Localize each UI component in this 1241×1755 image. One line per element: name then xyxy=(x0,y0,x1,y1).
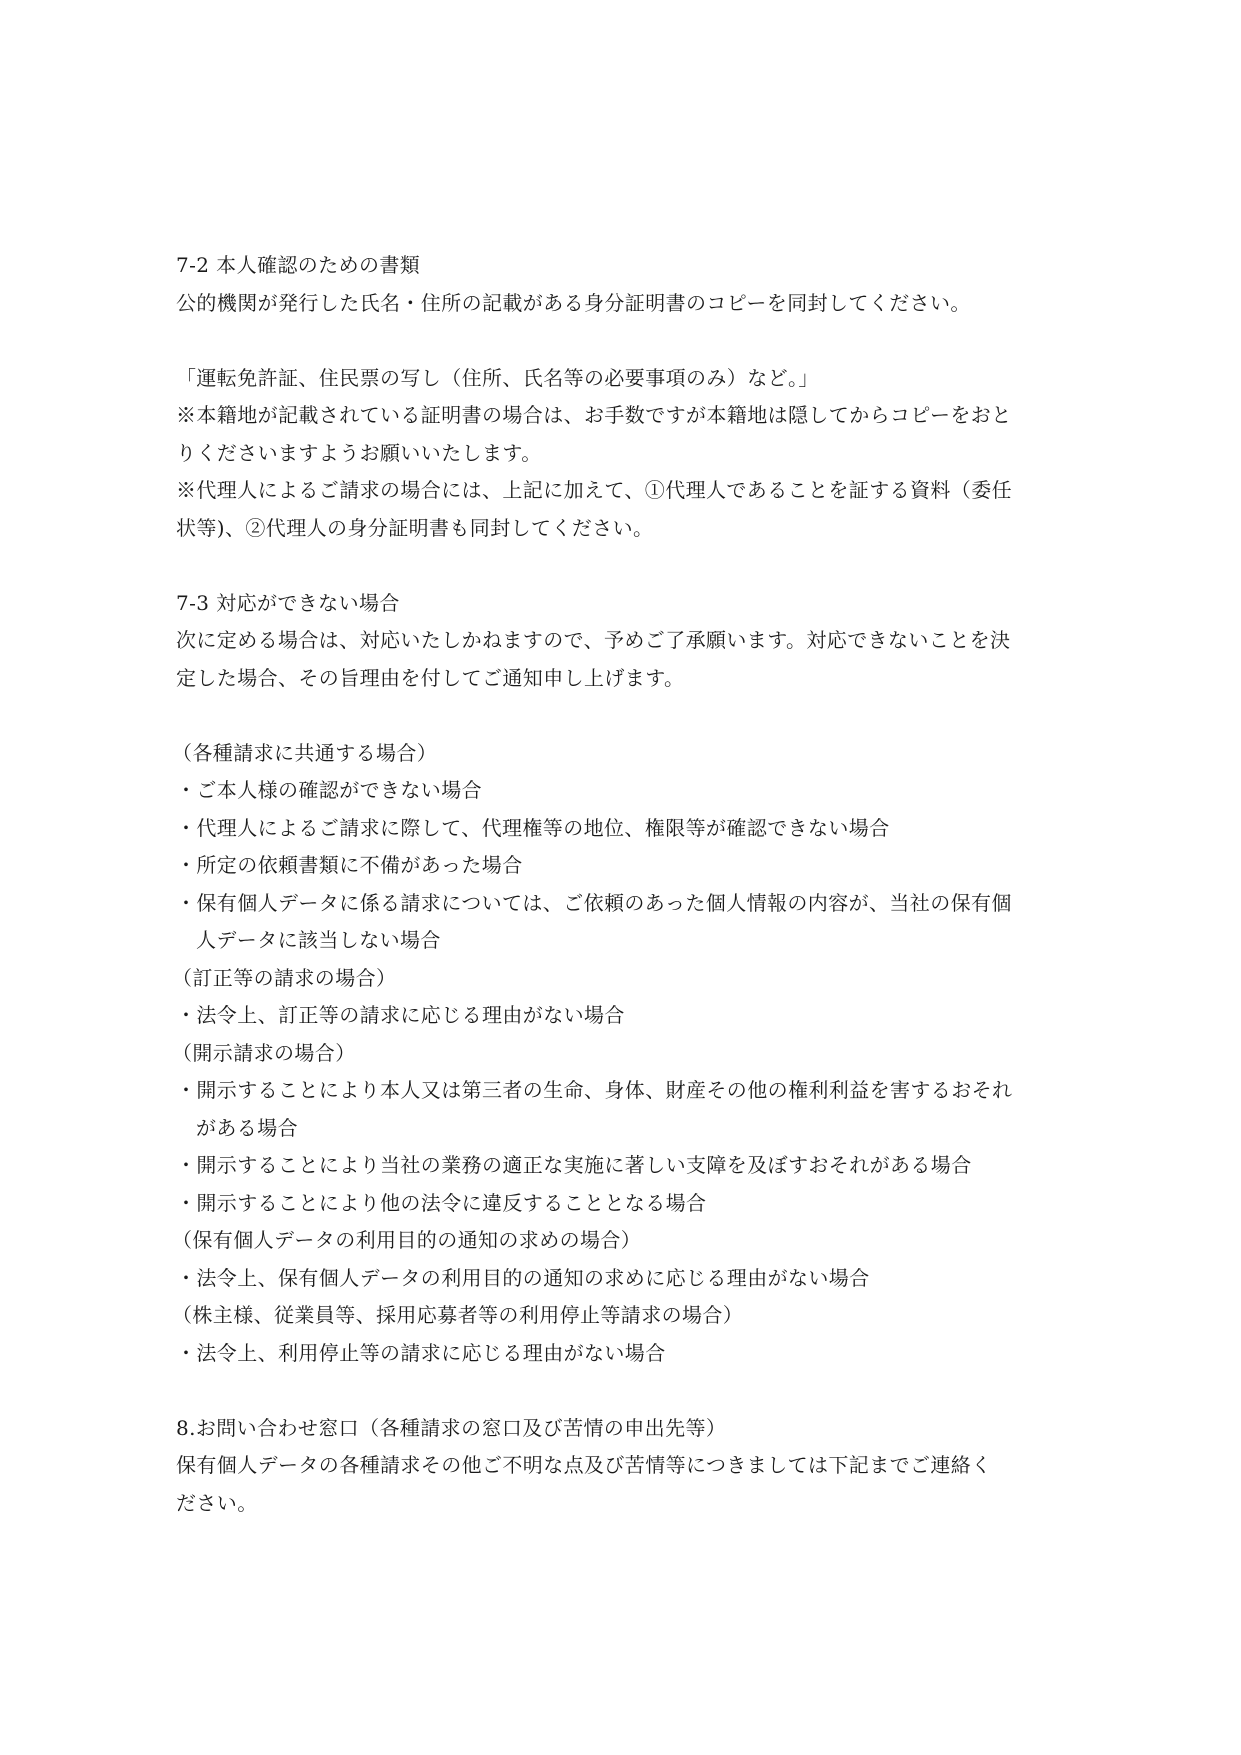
spacer xyxy=(176,697,1076,735)
group-label: （株主様、従業員等、採用応募者等の利用停止等請求の場合） xyxy=(172,1303,744,1327)
section-7-3 xyxy=(172,585,1076,1373)
paragraph: 定した場合、その旨理由を付してご通知申し上げます。 xyxy=(176,665,685,690)
list-item-continuation: がある場合 xyxy=(196,1115,298,1140)
group-label: （訂正等の請求の場合） xyxy=(172,965,397,990)
list-item: ・法令上、利用停止等の請求に応じる理由がない場合 xyxy=(176,1340,666,1365)
spacer xyxy=(176,547,1076,585)
section-7-2 xyxy=(176,247,1076,547)
section-8 xyxy=(176,1410,1076,1523)
paragraph: ださい。 xyxy=(176,1490,258,1515)
list-item: ・開示することにより本人又は第三者の生命、身体、財産その他の権利利益を害するおそれ xyxy=(176,1078,1013,1102)
list-item: ・法令上、保有個人データの利用目的の通知の求めに応じる理由がない場合 xyxy=(176,1265,870,1290)
note-line: りくださいますようお願いいたします。 xyxy=(176,440,542,465)
paragraph: 公的機関が発行した氏名・住所の記載がある身分証明書のコピーを同封してください。 xyxy=(176,290,971,315)
note-line: ※本籍地が記載されている証明書の場合は、お手数ですが本籍地は隠してからコピーをおと xyxy=(176,403,1012,427)
document-page xyxy=(172,247,1076,1522)
list-item: ・所定の依頼書類に不備があった場合 xyxy=(176,853,523,877)
group-label: （保有個人データの利用目的の通知の求めの場合） xyxy=(172,1228,642,1252)
list-item: ・保有個人データに係る請求については、ご依頼のあった個人情報の内容が、当社の保有個 xyxy=(176,890,1012,915)
list-item-continuation: 人データに該当しない場合 xyxy=(196,928,441,952)
group-label: （各種請求に共通する場合） xyxy=(172,740,438,765)
list-item: ・ご本人様の確認ができない場合 xyxy=(176,778,482,802)
paragraph: 保有個人データの各種請求その他ご不明な点及び苦情等につきましては下記までご連絡く xyxy=(176,1453,992,1477)
paragraph: 「運転免許証、住民票の写し（住所、氏名等の必要事項のみ）など。」 xyxy=(176,365,819,390)
note-line: 状等)、②代理人の身分証明書も同封してください。 xyxy=(176,515,654,540)
list-item: ・開示することにより当社の業務の適正な実施に著しい支障を及ぼすおそれがある場合 xyxy=(176,1153,972,1177)
section-heading: 8.お問い合わせ窓口（各種請求の窓口及び苦情の申出先等） xyxy=(176,1415,727,1440)
section-heading: 7-3 対応ができない場合 xyxy=(176,590,400,615)
spacer xyxy=(176,1372,1076,1410)
paragraph: 次に定める場合は、対応いたしかねますので、予めご了承願います。対応できないことを決 xyxy=(176,628,1011,652)
list-item: ・法令上、訂正等の請求に応じる理由がない場合 xyxy=(176,1003,625,1027)
list-item: ・代理人によるご請求に際して、代理権等の地位、権限等が確認できない場合 xyxy=(176,815,890,840)
list-item: ・開示することにより他の法令に違反することとなる場合 xyxy=(176,1190,707,1215)
section-heading: 7-2 本人確認のための書類 xyxy=(176,253,421,277)
note-line: ※代理人によるご請求の場合には、上記に加えて、①代理人であることを証する資料（委任 xyxy=(176,478,1012,502)
spacer xyxy=(176,322,1076,360)
group-label: （開示請求の場合） xyxy=(172,1040,356,1065)
